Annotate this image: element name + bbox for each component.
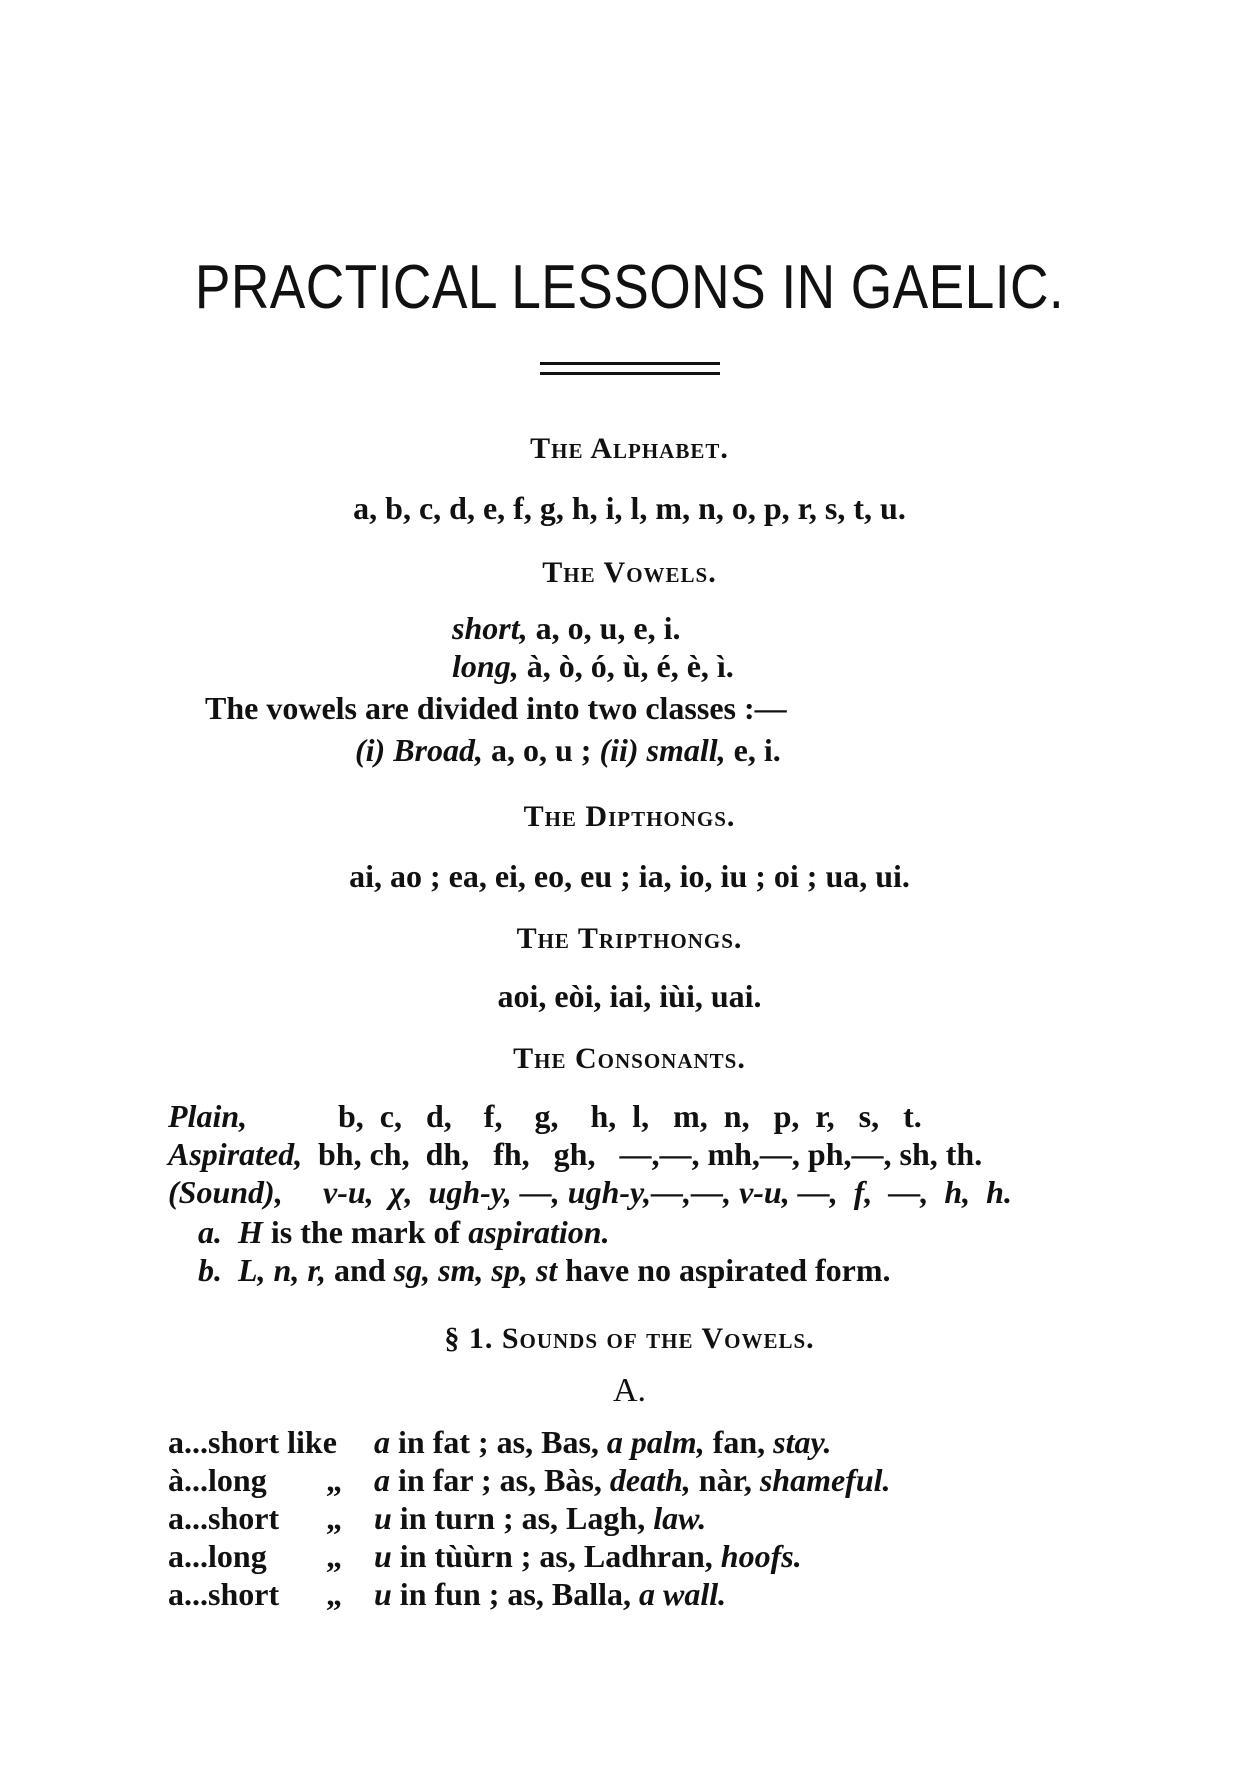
ditto-mark: „	[326, 1576, 342, 1612]
title-rule-bottom	[540, 372, 720, 375]
plain-values: b, c, d, f, g, h, l, m, n, p, r, s, t.	[338, 1098, 922, 1134]
example-gloss: a palm,	[606, 1424, 705, 1460]
vowel-classes-intro: The vowels are divided into two classes :—	[205, 690, 787, 726]
vowel-classes-line	[355, 732, 781, 769]
dipthongs-values: ai, ao ; ea, ei, eo, eu ; ia, io, iu ; oi ; ua, ui.	[349, 858, 910, 894]
example-letter: a	[374, 1462, 390, 1498]
example-text: in far ; as, Bàs,	[390, 1462, 610, 1498]
tripthongs-values: aoi, eòi, iai, iùi, uai.	[497, 978, 762, 1014]
note-b-items2: sg, sm, sp, st	[393, 1252, 558, 1288]
alphabet-heading: The Alphabet.	[530, 432, 729, 465]
note-b-letter: b.	[198, 1252, 222, 1288]
vowel-sound-label: à...long	[168, 1462, 267, 1498]
example-letter: u	[374, 1576, 392, 1612]
consonant-note-b	[198, 1252, 891, 1289]
sound-label: (Sound),	[168, 1174, 283, 1210]
tripthongs-heading: The Tripthongs.	[516, 922, 743, 955]
example-text: in fat ; as, Bas,	[390, 1424, 607, 1460]
title-rule-top	[540, 362, 720, 365]
note-a-letter: a.	[198, 1214, 222, 1250]
short-values: a, o, u, e, i.	[535, 610, 681, 646]
aspirated-label: Aspirated,	[168, 1136, 303, 1172]
example-text: in tùùrn ; as, Ladhran,	[391, 1538, 721, 1574]
example-gloss: death,	[609, 1462, 691, 1498]
broad-values: a, o, u ;	[491, 732, 592, 768]
plain-label: Plain,	[168, 1098, 248, 1134]
vowel-sound-example	[374, 1462, 891, 1499]
note-a-h: H	[238, 1214, 263, 1250]
example-gloss: law.	[653, 1500, 707, 1536]
dipthongs-heading: The Dipthongs.	[523, 800, 736, 833]
ditto-mark: „	[326, 1538, 342, 1574]
small-num: (ii)	[599, 732, 639, 768]
example-text: in fun ; as, Balla,	[391, 1576, 639, 1612]
section-heading: § 1. Sounds of the Vowels.	[444, 1322, 815, 1355]
vowel-sound-label: a...short	[168, 1500, 280, 1536]
example-gloss: hoofs.	[720, 1538, 802, 1574]
example-text-2: fan,	[704, 1424, 774, 1460]
vowel-sound-label: a...short	[168, 1576, 280, 1612]
example-letter: u	[374, 1500, 392, 1536]
long-values: à, ò, ó, ù, é, è, ì.	[526, 648, 734, 684]
note-b-and: and	[334, 1252, 386, 1288]
ditto-mark: „	[326, 1462, 342, 1498]
example-gloss-2: shameful.	[759, 1462, 891, 1498]
vowel-sound-example	[374, 1538, 802, 1575]
example-text-2: nàr,	[690, 1462, 760, 1498]
note-b-items: L, n, r,	[238, 1252, 327, 1288]
example-text: in turn ; as, Lagh,	[391, 1500, 654, 1536]
sound-values: v-u, χ, ugh-y, —, ugh-y,—,—, v-u, —, f, —, h, h.	[323, 1174, 1012, 1210]
vowel-sound-label: a...long	[168, 1538, 267, 1574]
example-gloss-2: stay.	[773, 1424, 832, 1460]
consonants-heading: The Consonants.	[513, 1042, 746, 1075]
note-a-text: is the mark of	[270, 1214, 461, 1250]
short-vowels-line	[452, 610, 680, 647]
vowel-sound-label: a...short like	[168, 1424, 337, 1460]
small-values: e, i.	[733, 732, 781, 768]
short-label: short,	[452, 610, 528, 646]
broad-label: Broad,	[393, 732, 483, 768]
consonant-note-a	[198, 1214, 610, 1251]
long-vowels-line	[452, 648, 734, 685]
section-subheading: A.	[612, 1372, 647, 1409]
note-b-text: have no aspirated form.	[565, 1252, 891, 1288]
page-title: PRACTICAL LESSONS IN GAELIC.	[194, 253, 1065, 322]
small-label: small,	[646, 732, 726, 768]
example-letter: a	[374, 1424, 390, 1460]
aspirated-values: bh, ch, dh, fh, gh, —,—, mh,—, ph,—, sh, th.	[318, 1136, 983, 1172]
vowels-heading: The Vowels.	[542, 556, 717, 589]
alphabet-letters: a, b, c, d, e, f, g, h, i, l, m, n, o, p, r, s, t, u.	[353, 490, 906, 526]
long-label: long,	[452, 648, 519, 684]
vowel-sound-example	[374, 1424, 832, 1461]
vowel-sound-example	[374, 1500, 706, 1537]
ditto-mark: „	[326, 1500, 342, 1536]
broad-num: (i)	[355, 732, 386, 768]
example-letter: u	[374, 1538, 392, 1574]
vowel-sound-example	[374, 1576, 726, 1613]
note-a-italic: aspiration.	[468, 1214, 610, 1250]
example-gloss: a wall.	[638, 1576, 727, 1612]
